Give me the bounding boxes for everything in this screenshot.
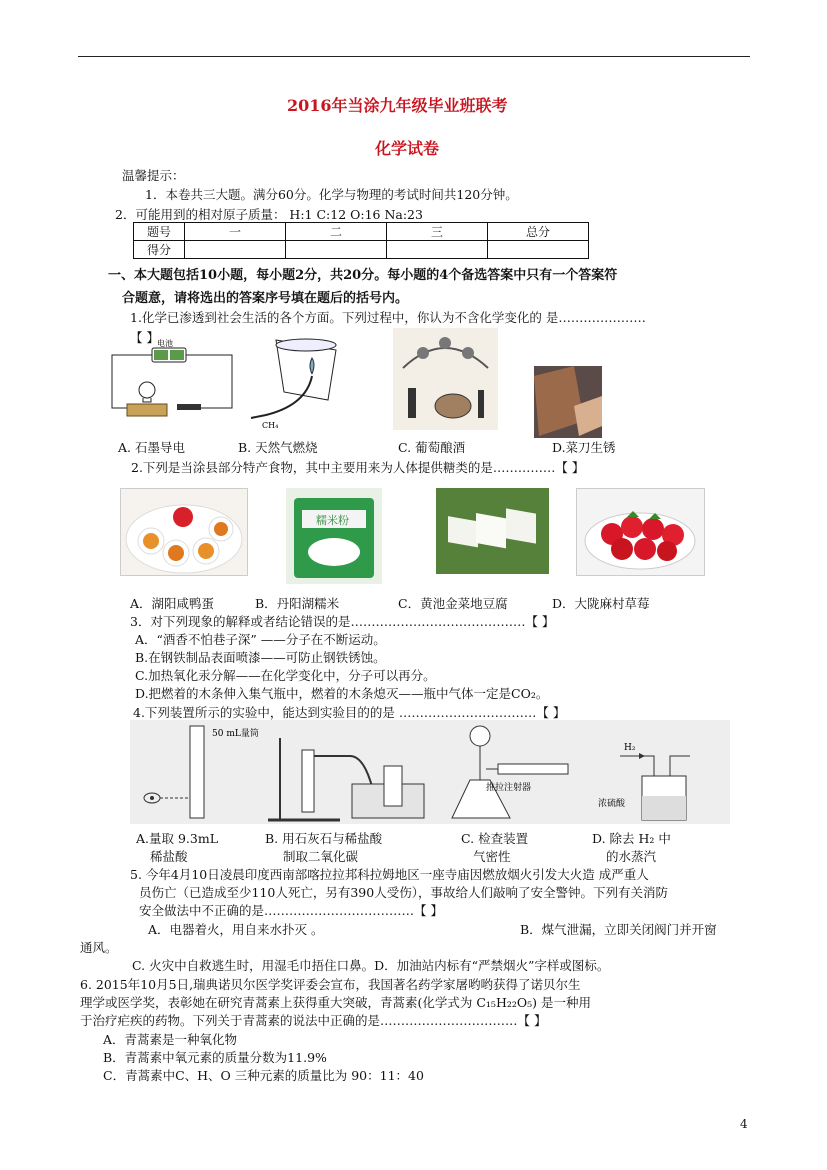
score-cell: 二	[286, 223, 387, 241]
q4-option-c[interactable]: C. 检查装置	[461, 831, 529, 846]
page-title: 2016年当涂九年级毕业班联考	[287, 96, 508, 115]
rusty-knife-image	[534, 366, 602, 438]
score-input-cell[interactable]	[286, 241, 387, 259]
q3-option-b[interactable]: B.在钢铁制品表面喷漆——可防止钢铁锈蚀。	[135, 650, 386, 665]
salted-egg-image	[120, 488, 248, 576]
acid-label: 浓硫酸	[598, 799, 626, 809]
cylinder-label: 50 mL量筒	[212, 729, 259, 739]
q6-stem-line2: 理学或医学奖，表彰她在研究青蒿素上获得重大突破，青蒿素(化学式为 C₁₅H₂₂O₅) 是一种用	[80, 995, 591, 1010]
score-cell: 总分	[488, 223, 589, 241]
q4-stem: 4.下列装置所示的实验中，能达到实验目的的是 ……………………………【 】	[133, 705, 566, 720]
score-input-cell[interactable]	[488, 241, 589, 259]
q2-option-c[interactable]: C．黄池金菜地豆腐	[398, 596, 508, 611]
q5-option-b[interactable]: B．煤气泄漏，立即关闭阀门并开窗	[520, 922, 717, 937]
gas-burning-image	[246, 330, 358, 430]
q3-option-c[interactable]: C.加热氧化汞分解——在化学变化中，分子可以再分。	[135, 668, 436, 683]
q2-stem: 2.下列是当涂县部分特产食物，其中主要用来为人体提供糖类的是……………【 】	[131, 460, 585, 475]
q6-option-c[interactable]: C．青蒿素中C、H、O 三种元素的质量比为 90：11：40	[103, 1068, 424, 1083]
glutinous-rice-image	[286, 488, 382, 584]
q1-option-c[interactable]: C. 葡萄酿酒	[398, 440, 466, 455]
score-cell: 一	[185, 223, 286, 241]
tips-label: 温馨提示：	[122, 168, 185, 183]
q3-option-d[interactable]: D.把燃着的木条伸入集气瓶中，燃着的木条熄灭——瓶中气体一定是CO₂。	[135, 686, 549, 701]
page-subtitle: 化学试卷	[375, 139, 440, 158]
score-input-cell[interactable]	[185, 241, 286, 259]
q1-option-d[interactable]: D.菜刀生锈	[552, 440, 616, 455]
score-cell: 题号	[134, 223, 185, 241]
q5-option-b-cont: 通风。	[80, 940, 118, 955]
score-table-score-row	[134, 241, 589, 259]
q5-option-a[interactable]: A．电器着火，用自来水扑灭 。	[148, 922, 324, 937]
h2-label: H₂	[624, 743, 636, 753]
q3-stem: 3．对下列现象的解释或者结论错误的是……………………………………【 】	[130, 614, 555, 629]
q4-option-a-cont: 稀盐酸	[150, 849, 188, 864]
score-table	[133, 222, 589, 259]
q4-option-b-cont: 制取二氧化碳	[283, 849, 359, 864]
q5-stem-line1: 5. 今年4月10日凌晨印度西南部喀拉拉邦科拉姆地区一座寺庙因燃放烟火引发大火造 成严重人	[130, 867, 649, 882]
q6-option-a[interactable]: A．青蒿素是一种氧化物	[103, 1032, 238, 1047]
q6-option-b[interactable]: B．青蒿素中氧元素的质量分数为11.9%	[103, 1050, 327, 1065]
q4-option-c-cont: 气密性	[473, 849, 511, 864]
score-table-header-row	[134, 223, 589, 241]
q2-option-b[interactable]: B．丹阳湖糯米	[255, 596, 340, 611]
q1-stem: 1.化学已渗透到社会生活的各个方面。下列过程中，你认为不含化学变化的 是…………………	[130, 310, 646, 325]
q6-stem-line1: 6. 2015年10月5日,瑞典诺贝尔医学奖评委会宣布，我国著名药学家屠哟哟获得了诺贝尔生	[80, 977, 581, 992]
q5-options-cd[interactable]: C. 火灾中自救逃生时，用湿毛巾捂住口鼻。D．加油站内标有“严禁烟火”字样或图标。	[132, 958, 610, 973]
score-cell: 三	[387, 223, 488, 241]
tip-1: 1．本卷共三大题。满分60分。化学与物理的考试时间共120分钟。	[145, 187, 518, 202]
q2-option-a[interactable]: A．湖阳咸鸭蛋	[130, 596, 215, 611]
q3-option-a[interactable]: A．“酒香不怕巷子深” ——分子在不断运动。	[135, 632, 386, 647]
q1-option-b[interactable]: B. 天然气燃烧	[238, 440, 318, 455]
syringe-label: 推拉注射器	[486, 783, 532, 793]
page-number: 4	[740, 1117, 748, 1131]
score-input-cell[interactable]	[387, 241, 488, 259]
section1-heading: 一、本大题包括10小题，每小题2分，共20分。每小题的4个备选答案中只有一个答案符	[108, 268, 618, 283]
bag-label: 糯米粉	[316, 514, 349, 527]
q5-stem-line3: 安全做法中不正确的是………………………………【 】	[139, 903, 443, 918]
tip-2: 2．可能用到的相对原子质量： H:1 C:12 O:16 Na:23	[115, 207, 423, 222]
q4-option-a[interactable]: A.量取 9.3mL	[136, 831, 219, 846]
winemaking-image	[393, 328, 498, 430]
q5-stem-line2: 员伤亡（已造成至少110人死亡，另有390人受伤），事故给人们敲响了安全警钟。下列有关消防	[139, 885, 668, 900]
circuit-image	[107, 338, 237, 426]
header-rule	[78, 56, 750, 57]
q4-option-d-cont: 的水蒸汽	[606, 849, 657, 864]
lab-apparatus-image	[130, 720, 730, 824]
q4-option-b[interactable]: B. 用石灰石与稀盐酸	[265, 831, 383, 846]
ch4-label: CH₄	[262, 421, 279, 430]
q1-option-a[interactable]: A. 石墨导电	[118, 440, 185, 455]
strawberry-image	[576, 488, 705, 576]
section1-heading-cont: 合题意，请将选出的答案序号填在题后的括号内。	[122, 291, 409, 306]
q4-option-d[interactable]: D. 除去 H₂ 中	[592, 831, 671, 846]
battery-label: 电池	[157, 339, 173, 348]
tofu-image	[436, 488, 549, 574]
q6-stem-line3: 于治疗疟疾的药物。下列关于青蒿素的说法中正确的是……………………………【 】	[80, 1013, 547, 1028]
q2-option-d[interactable]: D．大陇麻村草莓	[552, 596, 650, 611]
q1-answer-bracket[interactable]: 【 】	[130, 330, 159, 345]
score-cell: 得分	[134, 241, 185, 259]
